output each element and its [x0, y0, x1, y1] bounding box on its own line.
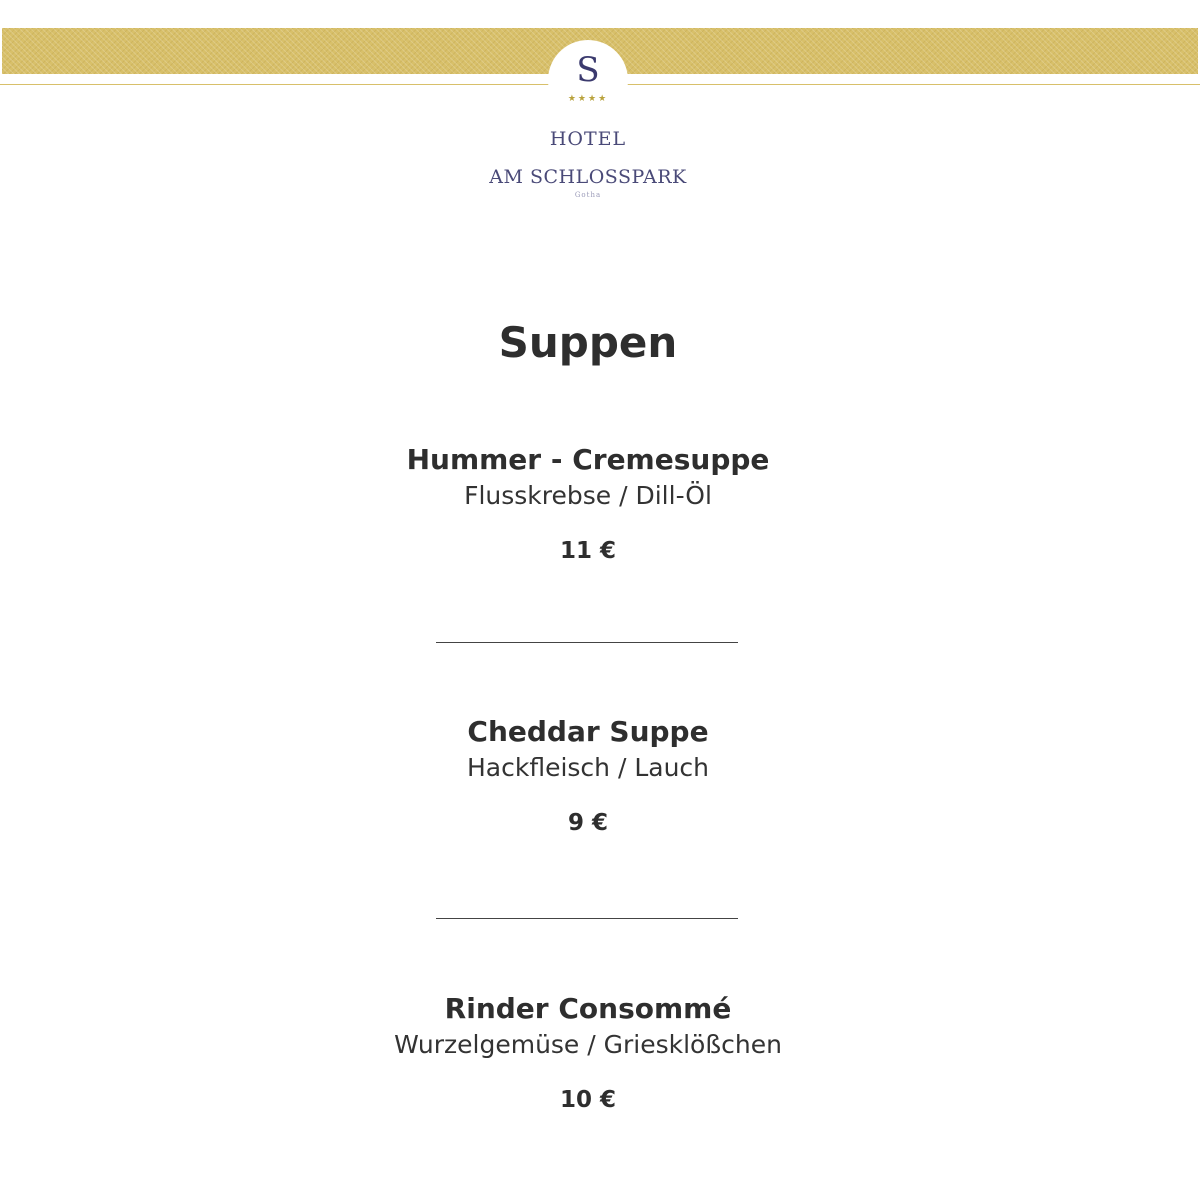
hotel-location: Gotha: [574, 191, 602, 199]
star-rating-icon: ★★★★: [567, 94, 609, 104]
menu-item: [300, 991, 876, 1115]
section-title: Suppen: [498, 318, 678, 367]
menu-item-name: Cheddar Suppe: [467, 715, 709, 748]
menu-item-name: Hummer - Cremesuppe: [406, 443, 770, 476]
menu-item-description: Wurzelgemüse / Griesklößchen: [394, 1030, 782, 1059]
menu-item-name: Rinder Consommé: [444, 992, 732, 1025]
menu-item: [300, 442, 876, 566]
menu-item-price: 11 €: [559, 538, 617, 564]
menu-item: [300, 714, 876, 838]
hotel-name-line2: AM SCHLOSSPARK: [489, 166, 687, 188]
menu-item-description: Flusskrebse / Dill-Öl: [464, 481, 712, 510]
hotel-name-line1: HOTEL: [549, 128, 627, 150]
menu-item-price: 10 €: [559, 1087, 617, 1113]
menu-item-description: Hackfleisch / Lauch: [466, 753, 710, 782]
logo-letter: S: [576, 50, 600, 90]
menu-divider: [436, 918, 738, 919]
menu-item-price: 9 €: [567, 810, 608, 836]
menu-divider: [436, 642, 738, 643]
